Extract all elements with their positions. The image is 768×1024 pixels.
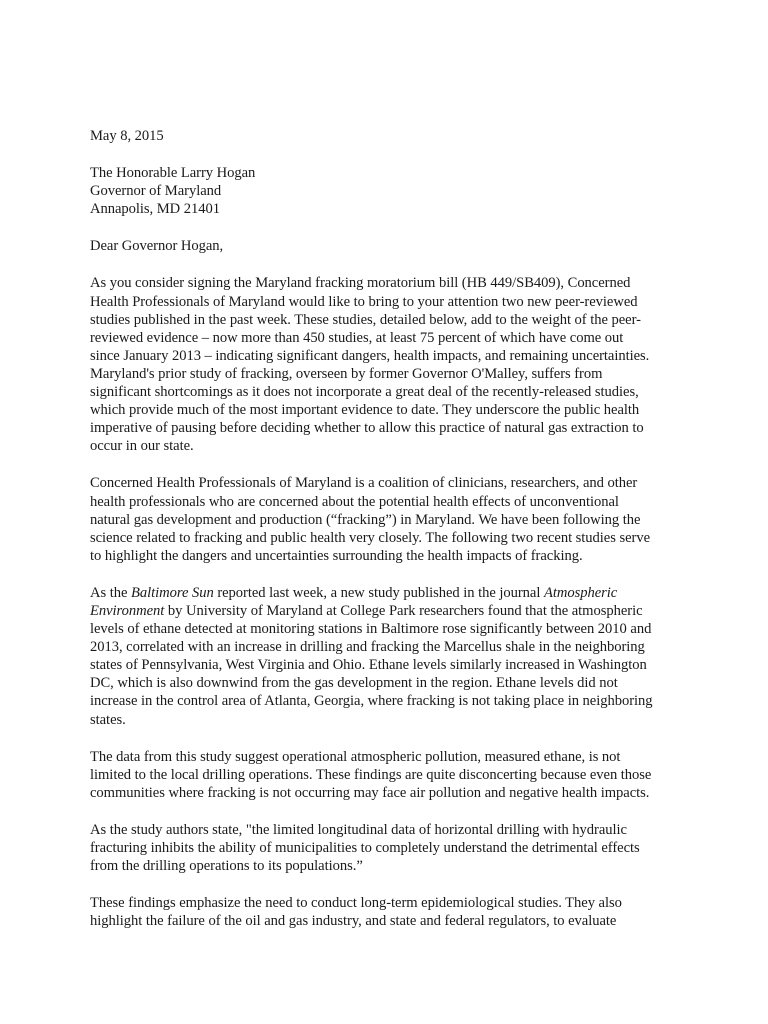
letter-page [90,127,690,930]
paragraph-1-line: significant shortcomings as it does not incorporate a great deal of the recently-released studies, [90,384,639,401]
paragraph-4-line: The data from this study suggest operational atmospheric pollution, measured ethane, is not [90,748,621,765]
letter-date [90,127,690,145]
journal-name-part-2: Environment [90,602,165,619]
recipient-name: The Honorable Larry Hogan [90,165,256,182]
paragraph-3-line: levels of ethane detected at monitoring stations in Baltimore rose significantly between 2010 and [90,621,652,638]
paragraph-3 [90,584,690,729]
paragraph-5-line: As the study authors state, "the limited longitudinal data of horizontal drilling with hydraulic [90,821,627,838]
paragraph-1-line: studies published in the past week. These studies, detailed below, add to the weight of the peer- [90,311,641,328]
paragraph-2-line: natural gas development and production (“fracking”) in Maryland. We have been following the [90,511,641,528]
paragraph-3-line [90,602,690,620]
recipient-block [90,164,690,218]
paragraph-1-line: since January 2013 – indicating significant dangers, health impacts, and remaining uncertainties. [90,347,650,364]
paragraph-3-line: states. [90,711,126,728]
paragraph-2-line: health professionals who are concerned about the potential health effects of unconventional [90,493,619,510]
paragraph-1-line: imperative of pausing before deciding whether to allow this practice of natural gas extraction to [90,420,644,437]
paragraph-4-line: limited to the local drilling operations. These findings are quite disconcerting because even those [90,766,652,783]
paragraph-2 [90,474,690,564]
paragraph-5-line: fracturing inhibits the ability of municipalities to completely understand the detrimental effects [90,840,640,856]
paragraph-5-line: from the drilling operations to its populations.” [90,858,363,875]
paragraph-3-line: increase in the control area of Atlanta, Georgia, where fracking is not taking place in neighboring [90,693,653,710]
paragraph-6-line: These findings emphasize the need to conduct long-term epidemiological studies. They also [90,895,622,912]
paragraph-6-line: highlight the failure of the oil and gas industry, and state and federal regulators, to evaluate [90,913,617,930]
journal-name-part-1: Atmospheric [543,584,618,601]
paragraph-3-line: states of Pennsylvania, West Virginia and Ohio. Ethane levels similarly increased in Washington [90,657,647,674]
salutation [90,237,690,255]
paragraph-1-line: Maryland's prior study of fracking, overseen by former Governor O'Malley, suffers from [90,365,603,382]
date-text: May 8, 2015 [90,128,164,144]
paragraph-1-line: occur in our state. [90,438,194,455]
salutation-text: Dear Governor Hogan, [90,238,224,255]
paragraph-1-line: As you consider signing the Maryland fracking moratorium bill (HB 449/SB409), Concerned [90,275,631,292]
paragraph-4-line: communities where fracking is not occurring may face air pollution and negative health impacts. [90,784,650,801]
paragraph-2-line: science related to fracking and public health very closely. The following two recent studies serve [90,529,651,546]
recipient-address: Annapolis, MD 21401 [90,201,220,218]
text-run: by University of Maryland at College Park researchers found that the atmospheric [164,602,643,619]
paragraph-4 [90,748,690,802]
recipient-title: Governor of Maryland [90,183,222,200]
text-run: As the [90,584,131,601]
paragraph-3-line: 2013, correlated with an increase in drilling and fracking the Marcellus shale in the neighboring [90,639,645,656]
paragraph-1-line: reviewed evidence – now more than 450 studies, at least 75 percent of which have come out [90,329,624,346]
paragraph-2-line: Concerned Health Professionals of Maryland is a coalition of clinicians, researchers, and other [90,475,638,492]
paragraph-2-line: to highlight the dangers and uncertainties surrounding the health impacts of fracking. [90,547,583,564]
paragraph-1 [90,274,690,455]
paragraph-1-line: which provide much of the most important evidence to date. They underscore the public health [90,402,640,419]
paragraph-1-line: Health Professionals of Maryland would like to bring to your attention two new peer-reviewed [90,293,638,310]
publication-name-baltimore-sun: Baltimore Sun [131,584,214,601]
text-run: reported last week, a new study published in the journal [213,584,544,601]
paragraph-3-line: DC, which is also downwind from the gas development in the region. Ethane levels did not [90,675,618,692]
paragraph-5 [90,821,690,875]
paragraph-6 [90,894,690,930]
paragraph-3-line [90,584,690,602]
